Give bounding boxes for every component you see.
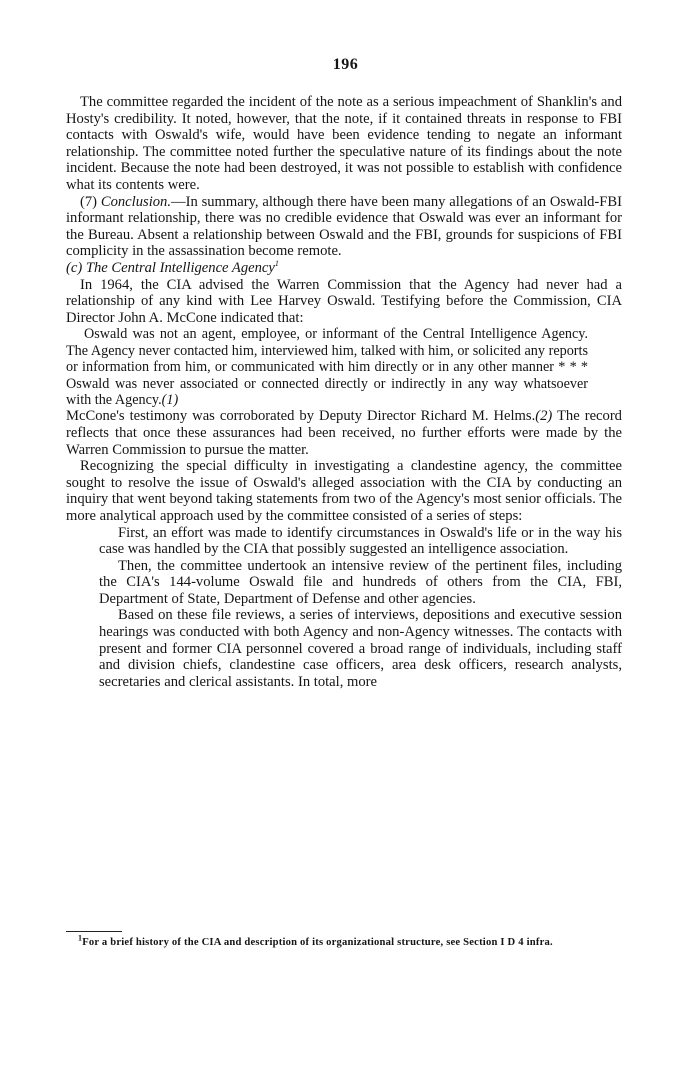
paragraph-note-incident: The committee regarded the incident of the note as a serious impeachment of Shanklin's and Hosty's credibility. It noted, however, that the note, if it contained threats in response to FBI contacts with Oswald's wife, would have been evidence tending to negate an informant relationship. The committee noted further the speculative nature of its findings about the note incident. Because the note had been destroyed, it was not possible to establish with confidence what its contents were. xyxy=(66,94,622,193)
section-heading-cia xyxy=(66,260,622,277)
paragraph-approach: Recognizing the special difficulty in investigating a clandestine agency, the committee sought to resolve the issue of Oswald's alleged association with the CIA by conducting an inquiry that went beyond taking statements from two of the Agency's most senior officials. The more analytical approach used by the committee consisted of a series of steps: xyxy=(66,458,622,524)
step-first: First, an effort was made to identify circumstances in Oswald's life or in the way his case was handled by the CIA that possibly suggested an intelligence association. xyxy=(99,524,622,558)
footnote-divider xyxy=(66,931,122,932)
paragraph-conclusion xyxy=(66,194,622,260)
conclusion-label: Conclusion. xyxy=(100,193,171,210)
quote-reference: (1) xyxy=(161,391,179,408)
footnote xyxy=(66,933,622,949)
step-then: Then, the committee undertook an intensive review of the pertinent files, including the CIA's 144-volume Oswald file and hundreds of others from the CIA, FBI, Department of State, Department of Defense and other agencies. xyxy=(99,557,622,607)
helms-text-a: McCone's testimony was corroborated by Deputy Director Richard M. Helms. xyxy=(66,408,536,425)
paragraph-helms xyxy=(66,408,622,458)
step-based: Based on these file reviews, a series of interviews, depositions and executive session hearings was conducted with both Agency and non-Agency witnesses. The contacts with present and former CIA personnel covered a broad range of individuals, including staff and division chiefs, clandestine case officers, area desk officers, research analysts, secretaries and clerical assistants. In total, more xyxy=(99,607,622,690)
section-heading-label: (c) xyxy=(66,259,83,276)
helms-text-b: The record reflects that once these assurances had been received, no further efforts were made by the Warren Commission to pursue the matter. xyxy=(66,408,622,458)
footnote-text: For a brief history of the CIA and description of its organizational structure, see Section I D 4 infra. xyxy=(82,937,553,948)
footnote-marker: 1 xyxy=(78,933,83,943)
helms-reference: (2) xyxy=(535,408,553,425)
conclusion-text: —In summary, although there have been many allegations of an Oswald-FBI informant relationship, there was no credible evidence that Oswald was ever an informant for the Bureau. Absent a relationship between Oswald and the FBI, grounds for suspicions of FBI complicity in the assassination become remote. xyxy=(66,193,622,260)
conclusion-number: (7) xyxy=(80,193,98,210)
page-number: 196 xyxy=(332,56,359,73)
steps-list xyxy=(66,525,622,691)
quote-text: Oswald was not an agent, employee, or informant of the Central Intelligence Agency. The Agency never contacted him, interviewed him, talked with him, or solicited any reports or information from him, or communicated with him directly or in any other manner * * * Oswald was never associated or connected directly or indirectly in any way whatsoever with the Agency. xyxy=(66,326,588,408)
section-heading-title: The Central Intelligence Agency xyxy=(85,259,275,276)
footnote-reference: 1 xyxy=(274,259,279,269)
page-body xyxy=(66,94,622,690)
mccone-quote xyxy=(66,326,588,408)
paragraph-warren-commission: In 1964, the CIA advised the Warren Commission that the Agency had never had a relationship of any kind with Lee Harvey Oswald. Testifying before the Commission, CIA Director John A. McCone indicated that: xyxy=(66,276,622,326)
